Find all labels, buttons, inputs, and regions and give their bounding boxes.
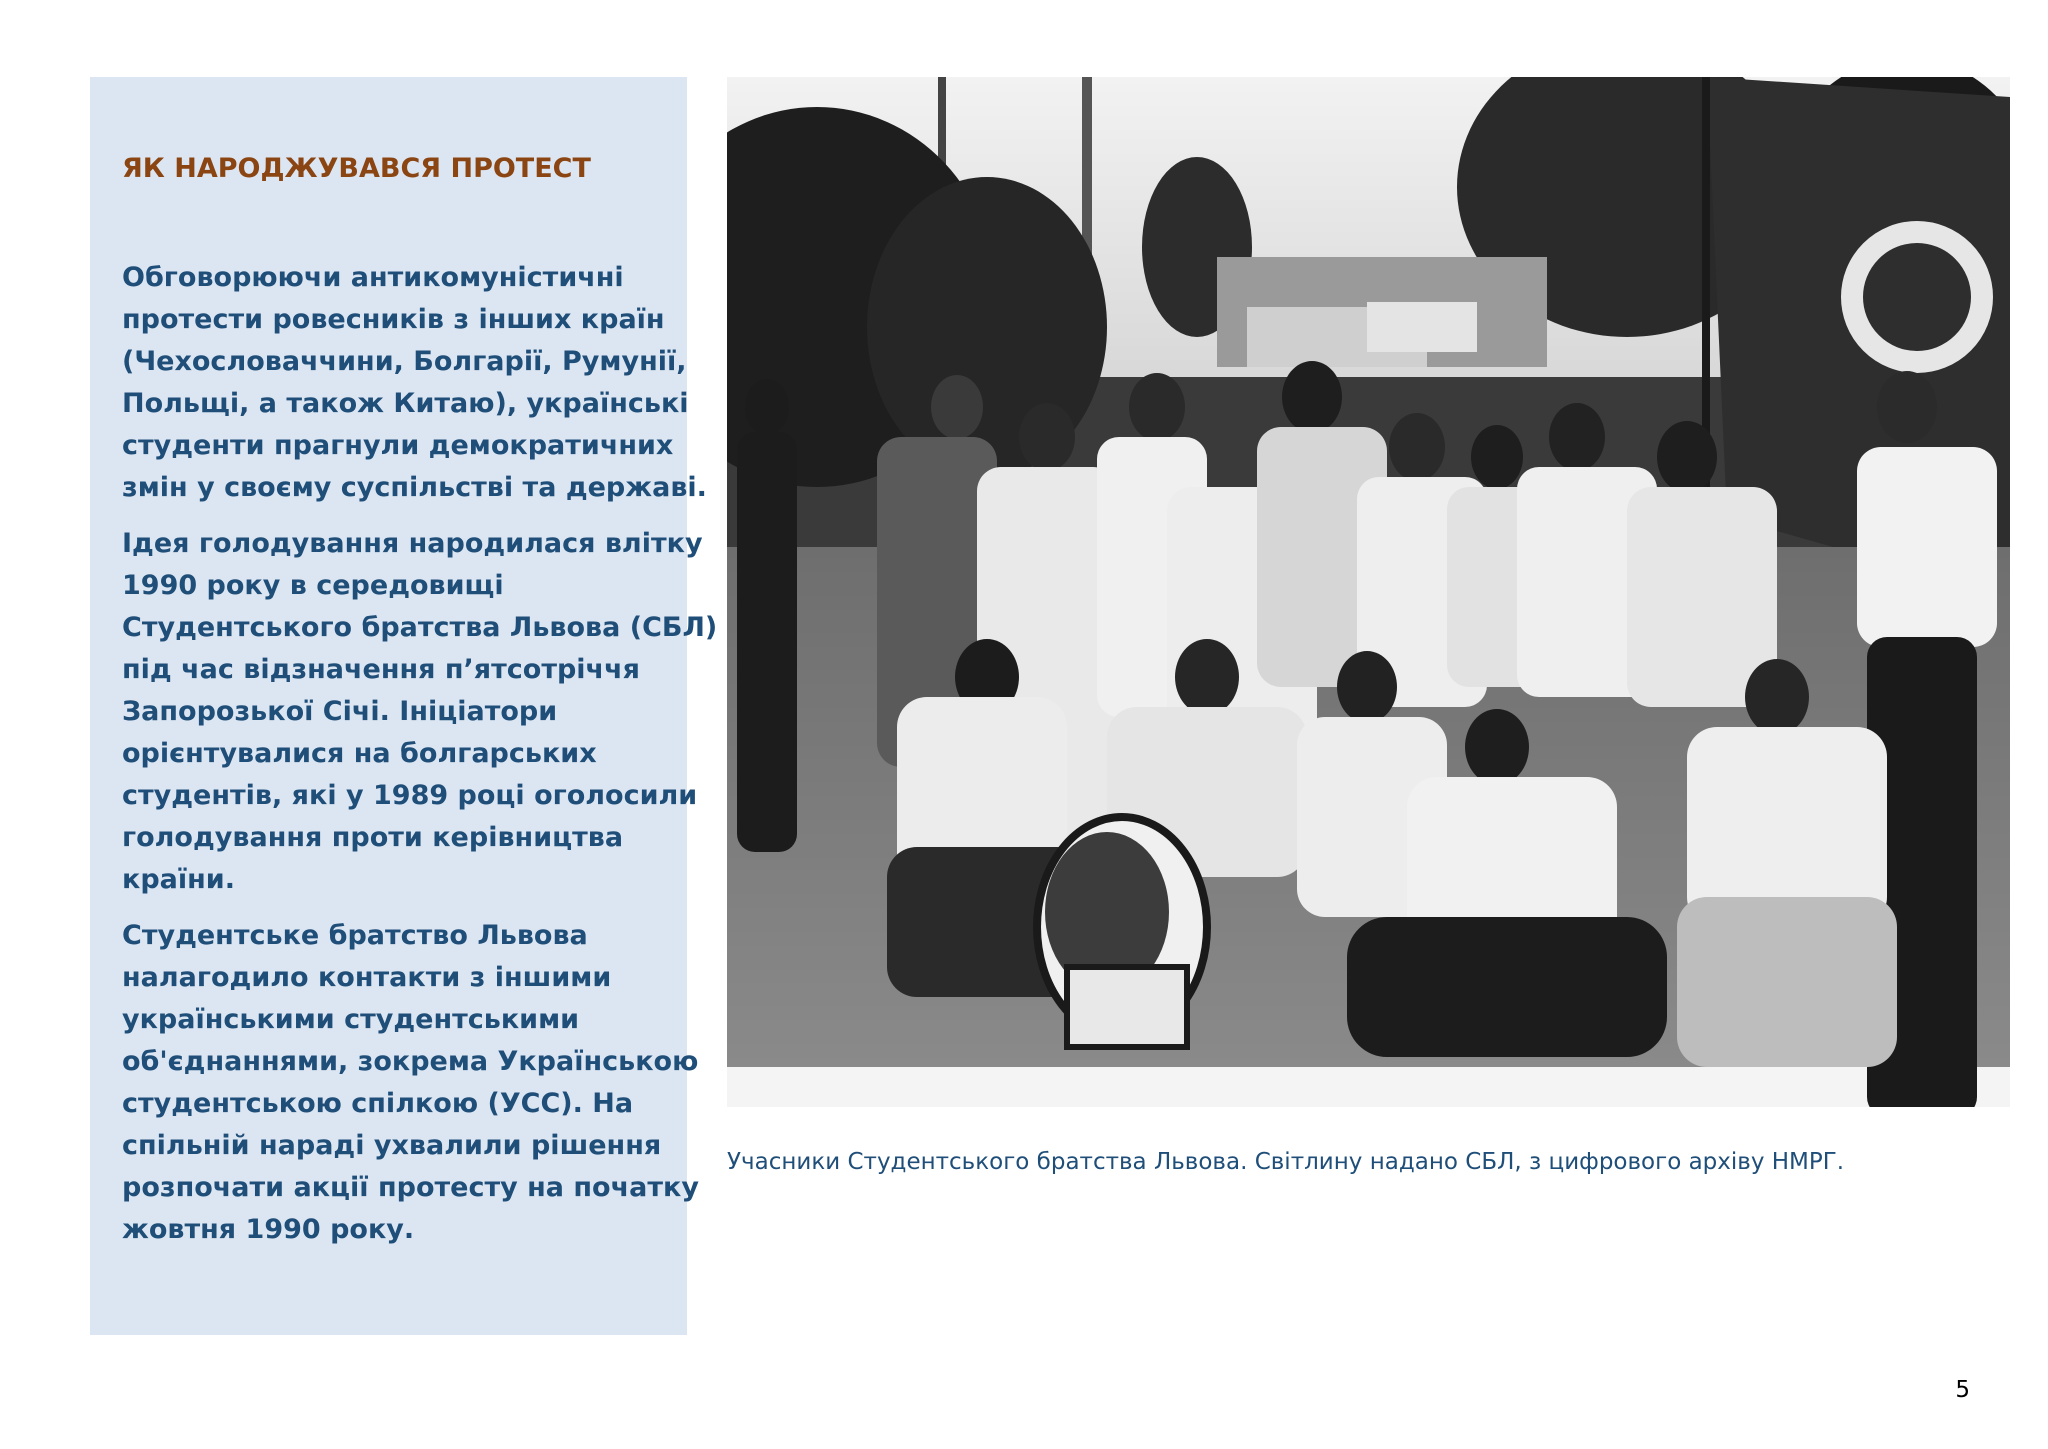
group-photo <box>727 77 2010 1107</box>
paragraph-line: жовтня 1990 року. <box>122 1214 415 1245</box>
paragraph-line: студентською спілкою (УСС). На <box>122 1088 634 1119</box>
section-heading: ЯК НАРОДЖУВАВСЯ ПРОТЕСТ <box>122 153 591 184</box>
text-panel <box>90 77 718 1335</box>
photo-caption: Учасники Студентського братства Львова. Світлину надано СБЛ, з цифрового архіву НМРГ. <box>727 1149 1845 1175</box>
paragraph-line: студенти прагнули демократичних <box>122 430 674 461</box>
paragraph-line: країни. <box>122 864 235 895</box>
paragraph-line: 1990 року в середовищі <box>122 570 504 601</box>
paragraph-1 <box>122 257 707 509</box>
paragraph-line: змін у своєму суспільстві та державі. <box>122 472 707 503</box>
paragraph-line: Обговорюючи антикомуністичні <box>122 262 624 293</box>
paragraph-line: українськими студентськими <box>122 1004 580 1035</box>
paragraph-line: налагодило контакти з іншими <box>122 962 612 993</box>
paragraph-line: Запорозької Січі. Ініціатори <box>122 696 558 727</box>
paragraph-line: голодування проти керівництва <box>122 822 624 853</box>
paragraph-line: Студентське братство Львова <box>122 920 588 951</box>
paragraph-line: під час відзначення п’ятсотріччя <box>122 654 640 685</box>
paragraph-3 <box>122 915 699 1251</box>
paragraph-line: об'єднаннями, зокрема Українською <box>122 1046 699 1077</box>
paragraph-line: Ідея голодування народилася влітку <box>122 528 703 559</box>
paragraph-line: протести ровесників з інших країн <box>122 304 665 335</box>
paragraph-line: розпочати акції протесту на початку <box>122 1172 699 1203</box>
paragraph-line: орієнтувалися на болгарських <box>122 738 597 769</box>
page-number: 5 <box>1955 1377 1970 1403</box>
paragraph-line: студентів, які у 1989 році оголосили <box>122 780 698 811</box>
paragraph-line: Польщі, а також Китаю), українські <box>122 388 689 419</box>
paragraph-line: Студентського братства Львова (СБЛ) <box>122 612 718 643</box>
paragraph-2 <box>122 523 718 901</box>
paragraph-line: (Чехословаччини, Болгарії, Румунії, <box>122 346 687 377</box>
group-photo-illustration <box>727 77 2010 1107</box>
paragraph-line: спільній нараді ухвалили рішення <box>122 1130 662 1161</box>
